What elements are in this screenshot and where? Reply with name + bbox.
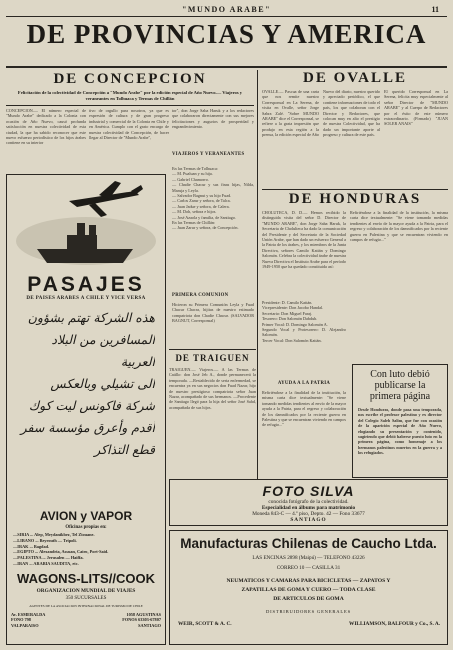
arabic-line: المسافرين من البلاد العربية: [51, 332, 155, 369]
foto-silva-ad: [169, 479, 448, 526]
foto-silva-title: FOTO SILVA: [262, 483, 355, 499]
arabic-line: الى تشيلي وبالعكس: [50, 376, 155, 391]
honduras-rule: [262, 189, 448, 190]
oficinas-heading: Oficinas propias en:: [65, 525, 107, 530]
masthead: DE PROVINCIAS Y AMERICA: [26, 19, 427, 49]
arabic-line: قطع التذاكر: [94, 442, 155, 457]
address-right: 1058 AGUSTINAS FONOS 63303-67807 SANTIAGO: [122, 612, 161, 628]
viajeros-item: — Carlos Zarur y señora, de Talca.: [172, 198, 231, 204]
concepcion-body-mid: tivo de orgullo para nosotros, ya que es expresión de cultura y de gran progreso industrial y comercial de la Colonia en Chile y en América. Cumplo con el grato encargo de nuestra colectividad de Concepción, de hacer llegar al Director de "Mundo Arabe",: [89, 108, 169, 141]
honduras-body: CHOLUTECA, D. D.— Hemos recibido la distinguida visita del señor D. Director de "MUNDO ARABE", don Jorge Saba Haruk, la Secretaria de Cholulteca ha dado la comunicación del Presidente y del Secretario de la Sociedad Unión Arabe, que han dado un esfuerzo General a la Patria de los árabes, y los miembros de la Junta Directiva, señores Camilo Kattán y Domingo Salomón. Celebra la colectividad árabe de nuestra Nueva Directiva el Instituto Arabe para el período 1949-1950 que ha quedado constituida así:: [262, 210, 346, 270]
conluto-title: [353, 369, 447, 402]
running-title: "MUNDO ARABE": [181, 5, 272, 14]
caucho-ad: [169, 530, 448, 645]
header-rule: [6, 16, 447, 17]
pasajes-title: PASAJES: [27, 273, 145, 296]
viajeros-item: En las Termas de Chillán:: [172, 220, 216, 226]
foto-silva-city: SANTIAGO: [290, 517, 327, 523]
viajeros-item: — Chadie Chacur y sus finas hijas, Nilda, Maruja y Leyla.: [172, 182, 254, 193]
arabic-text: [17, 307, 155, 457]
ayuda-heading: AYUDA A LA PATRIA: [277, 381, 331, 386]
destination-item: —PALESTINA ... Jerusalen — Haiffa.: [13, 555, 84, 561]
ovalle-corresponsal: El querido Corresponsal en La Serena, felicita muy especialmente al señor Director de "MUNDO ARABE" y al Cuerpo de Redactores por el éxito de este número extraordinario. (Firmado) "JUAN SOLER ANAIS": [384, 89, 448, 127]
foto-silva-line2: Especialidad en álbums para matrimonio: [261, 505, 356, 511]
address-left: Av. ESMERALDA FONO 798 VALPARAISO: [11, 612, 46, 628]
directiva-member: Tercer Vocal: Don Salomón Kattán.: [262, 337, 322, 343]
avion-vapor: AVION y VAPOR: [39, 509, 133, 523]
pasajes-ad: [6, 174, 166, 645]
page-number: 11: [431, 5, 439, 14]
viajeros-item: En las Termas de Tolhuaca:: [172, 166, 219, 171]
foto-silva-line3: Moneda 843-C — 4.º piso, Depto. 42 — Fono 33677: [252, 511, 365, 517]
viajeros-item: — Salvador Bagnut y su hijo Fuad.: [172, 193, 232, 199]
conluto-box: [352, 364, 448, 478]
masthead-rule: [6, 66, 447, 68]
destination-item: —EGIPTO ... Alexandria, Assuan, Cairo, Port-Said.: [13, 549, 109, 555]
directiva-member: Vicepresidente: Don Jacobo Handal.: [262, 305, 324, 311]
traiguen-rule: [169, 349, 256, 350]
traiguen-title: DE TRAIGUEN: [175, 353, 250, 363]
viajeros-heading: VIAJEROS Y VERANEANTES: [172, 152, 245, 157]
conluto-title-line: Con luto debió: [370, 369, 430, 380]
directiva-member: Presidente: D. Camilo Kattán.: [262, 300, 313, 305]
caucho-product-line: DE ARTICULOS DE GOMA: [273, 596, 344, 602]
directiva-member: Primer Vocal: D. Domingo Salomón A.: [262, 321, 328, 327]
concepcion-body-left: CONCEPCION.— El número especial de "Mundo Arabe" dedicado a la Colonia con ocasión de Año Nuevo, causó profunda satisfacción en nuestra colectividad de esta ciudad, la que ha sabido reconocer que este nuevo esfuerzo periodístico de los hijos árabes contiene en su interior: [6, 108, 86, 146]
ovalle-body: OVALLE.— Pascua de una carta que nos remite nuestro Corresponsal en La Serena, de visita en Ovalle, señor Jorge Sabra Zalé. "Sobre MUNDO ARABE" dice el Corresponsal, se refiere a la grata impresión que produjo en esta región a la prensa, la edición especial de Año Nuevo del diario, nuestro querido y apreciado periódico, el que contiene informaciones de todo el país, los que colaboran con el Director y Redactores, que colocan muy en alto el prestigio de nuestra Colectividad, que ha dado un importante aporte al progreso y cultura de este país.: [262, 89, 380, 138]
ovalle-title: DE OVALLE: [302, 70, 407, 86]
conluto-title-line: primera página: [369, 391, 431, 402]
traiguen-body: TRAIGUEN.— Viajeros.— A las Termas de Catillo: don José Jeb A., donde permanecerá la temporada. —Restablecido de seria enfermedad, se encuentra ya en sus negocios don Fuad Nazar, hijo de nuestro prestigioso compatriota señor Juan Nazar, acompañado de sus hermanos. —Procedente de Santiago llegó para la hija del señor José Sahd, acompañada de sus hijos.: [169, 367, 256, 410]
destination-item: —IRAK ... Bagdad.: [13, 543, 50, 549]
destination-item: —LIBANO ... Beyrouth — Tripoli.: [13, 537, 77, 543]
honduras-body-cont: Refiriéndose a la finalidad de la institución, la misma carta dice textualmente: "Se viene tomando medidas tendientes al envío de la mayor ayuda a la Patria, para el regreso y colaboración de los damnificados por la reciente guerra en Palestina y que se encuentran viviendo en campos de refugio...": [350, 210, 448, 243]
comuniones-heading: PRIMERA COMUNION: [172, 293, 229, 298]
viajeros-item: — José Azaola y familia, de Santiago.: [172, 214, 236, 220]
caucho-title: Manufacturas Chilenas de Caucho Ltda.: [180, 536, 437, 551]
destination-item: —SIRIA ... Alep, Meydanikbez, Tel Ziouane.: [13, 532, 95, 537]
running-header: [0, 5, 453, 15]
arabic-line: أقدم وأعرق مؤسسة سفر: [20, 420, 155, 435]
viajeros-list: [172, 166, 254, 286]
arabic-line: شركة فاكونس ليت كوك: [28, 398, 155, 413]
org-line: ORGANIZACION MUNDIAL DE VIAJES: [36, 588, 136, 594]
caucho-correo: CORREO 10 — CASILLA 31: [276, 565, 341, 571]
distrib-left: WEIR, SCOTT & A. C.: [178, 621, 232, 627]
viajeros-item: — Gabriel Chamorro.: [172, 176, 209, 182]
distrib-right: WILLIAMSON, BALFOUR y Co., S. A.: [349, 621, 440, 627]
ship-icon: [37, 249, 133, 263]
viajeros-item: — M. Pualuan y su hija.: [172, 171, 213, 177]
conluto-title-line: publicarse la: [374, 380, 426, 391]
directiva-member: Tesorero: Don Salomón Dabdub.: [262, 316, 318, 322]
pasajes-tagline: DE PAISES ARABES A CHILE Y VICE VERSA: [26, 296, 146, 301]
caucho-address: LAS ENCINAS 2898 (Maipú) — TELEFONO 43226: [252, 555, 365, 561]
destinations-list: [13, 532, 161, 572]
ayuda-body: Refiriéndose a la finalidad de la institución, la misma carta dice textualmente: "Se viene tomando medidas tendientes al envío de la mayor ayuda a la Patria, para el regreso y colaboración de los damnificados por la reciente guerra en Palestina y que se encuentran viviendo en campos de refugio...": [262, 390, 346, 428]
directiva-member: Segundo Vocal y Protesorero: D. Alejandro Salomón.: [262, 327, 346, 338]
caucho-product-line: ZAPATILLAS DE GOMA Y CUERO — TODA CLASE: [241, 587, 376, 593]
caucho-products: [170, 577, 447, 604]
concepcion-rule: [6, 105, 254, 106]
viajeros-item: — Juan Jadue y señora, de Calera.: [172, 203, 230, 209]
concepcion-body-right: tor", don Jorge Saba Haruk y a los redactores que colaboraron directamente con sus mejores felicitaciones y augurios de prosperidad y engrandecimiento.: [172, 108, 254, 130]
caucho-product-line: NEUMATICOS Y CAMARAS PARA BICICLETAS — ZAPATOS Y: [226, 578, 391, 584]
sucursales: 350 SUCURSALES: [65, 596, 107, 601]
directiva-member: Secretario: Don Miguel Faraj.: [262, 310, 313, 316]
destination-item: —IRAN ... ARABIA SAUDITA, etc.: [13, 560, 79, 566]
agency-note: AGENTES DE LA ASOCIACION INTERNACIONAL DE TURISMO DE CHILE: [29, 604, 143, 608]
comuniones-text: Hicieron su Primera Comunión Leyla y Fuad Chacur Chacra, hijitas de nuestro estimado compatriota don Chadie Chacur. (SALVADOR BAGNUT, Corresponsal): [172, 302, 254, 324]
viajeros-item: — Juan Zarur y señora, de Concepción.: [172, 225, 239, 231]
arabic-line: هذه الشركة تهتم بشؤون: [27, 310, 155, 325]
viajeros-item: — M. Doh, señora e hijos.: [172, 209, 217, 215]
column-rule: [257, 70, 258, 480]
airplane-ship-illustration: [7, 179, 165, 275]
foto-silva-line1: conocida fotógrafo de la colectividad.: [268, 499, 349, 505]
concepcion-subtitle: Felicitación de la colectividad de Concepción a "Mundo Arabe" por la edición especial de Año Nuevo.— Viajeros y veraneantes en Tolhuaca y Termas de Chillán: [17, 90, 243, 101]
wagons-lits-brand: WAGONS-LITS//COOK: [17, 571, 155, 586]
honduras-title: DE HONDURAS: [288, 191, 422, 207]
honduras-directiva: [262, 300, 346, 378]
distrib-heading: DISTRIBUIDORES GENERALES: [266, 609, 351, 614]
concepcion-title: DE CONCEPCION: [53, 71, 207, 87]
conluto-body: Desde Honduras, donde pasa una temporada, nos escribe el profesor palestino y ex director del Colegio Saleh Salim, que fue con ocasión de la aparición especial de Año Nuevo, elogiando su presentación y contenido, sugiriendo que debió haberse puesto luto en la primera página, como homenaje a los hermanos palestinos muertos en la guerra y a los refugiados.: [358, 407, 442, 456]
